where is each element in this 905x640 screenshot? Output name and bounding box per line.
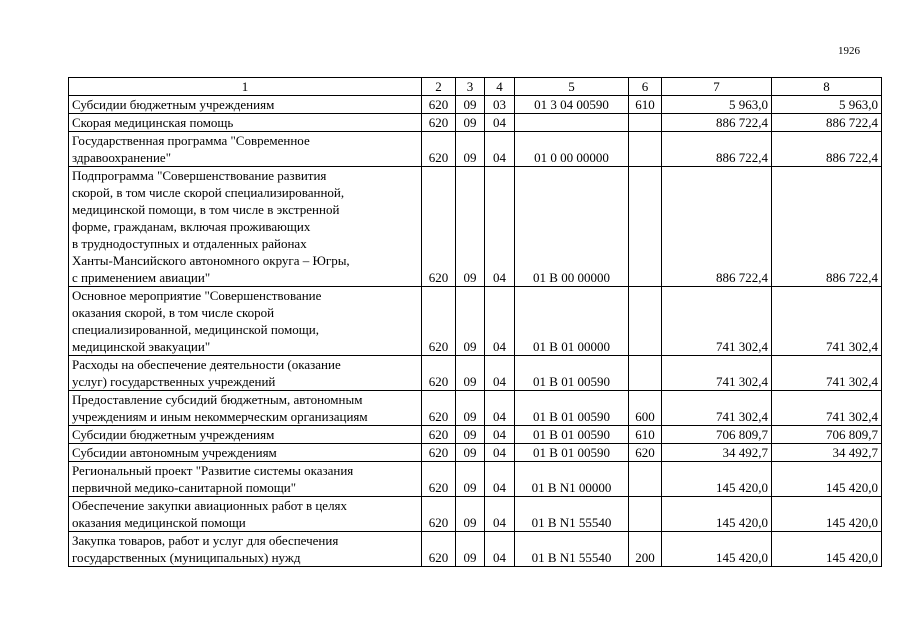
- row-name-line: Предоставление субсидий бюджетным, автономным: [72, 392, 363, 407]
- table-body: [69, 96, 882, 567]
- code-4-cell: 04: [485, 356, 515, 391]
- code-2-cell: 620: [422, 426, 456, 444]
- code-2-cell: 620: [422, 167, 456, 287]
- table-row: [69, 356, 882, 391]
- table-row: [69, 167, 882, 287]
- row-name-cell: [69, 462, 422, 497]
- table-row: [69, 391, 882, 426]
- code-2-cell: 620: [422, 391, 456, 426]
- row-name-cell: [69, 444, 422, 462]
- row-name-line: медицинской помощи, в том числе в экстренной: [72, 202, 340, 217]
- row-name-line: Субсидии бюджетным учреждениям: [72, 97, 275, 112]
- page-number: 1926: [838, 45, 860, 57]
- code-6-cell: [629, 132, 662, 167]
- code-6-cell: 200: [629, 532, 662, 567]
- amount-7-cell: 145 420,0: [662, 462, 772, 497]
- amount-7-cell: 741 302,4: [662, 391, 772, 426]
- column-header-5: 5: [515, 78, 629, 96]
- column-header-6: 6: [629, 78, 662, 96]
- row-name-line: оказания медицинской помощи: [72, 515, 246, 530]
- code-6-cell: [629, 167, 662, 287]
- code-3-cell: 09: [456, 462, 485, 497]
- amount-7-cell: 5 963,0: [662, 96, 772, 114]
- code-6-cell: 610: [629, 426, 662, 444]
- amount-8-cell: 741 302,4: [772, 287, 882, 356]
- column-header-2: 2: [422, 78, 456, 96]
- table-row: [69, 287, 882, 356]
- code-2-cell: 620: [422, 462, 456, 497]
- row-name-line: Расходы на обеспечение деятельности (оказание: [72, 357, 341, 372]
- amount-8-cell: 706 809,7: [772, 426, 882, 444]
- row-name-line: услуг) государственных учреждений: [72, 374, 276, 389]
- amount-8-cell: 145 420,0: [772, 497, 882, 532]
- row-name-line: Государственная программа "Современное: [72, 133, 310, 148]
- row-name-line: Ханты-Мансийского автономного округа – Югры,: [72, 253, 350, 268]
- code-6-cell: [629, 462, 662, 497]
- budget-table: [68, 77, 882, 567]
- code-3-cell: 09: [456, 167, 485, 287]
- amount-7-cell: 706 809,7: [662, 426, 772, 444]
- row-name-line: в труднодоступных и отдаленных районах: [72, 236, 307, 251]
- code-5-cell: 01 В 01 00590: [515, 356, 629, 391]
- row-name-cell: [69, 114, 422, 132]
- row-name-cell: [69, 426, 422, 444]
- amount-7-cell: 741 302,4: [662, 287, 772, 356]
- code-4-cell: 04: [485, 167, 515, 287]
- table-row: [69, 462, 882, 497]
- code-3-cell: 09: [456, 497, 485, 532]
- code-4-cell: 04: [485, 287, 515, 356]
- code-2-cell: 620: [422, 356, 456, 391]
- row-name-line: Основное мероприятие "Совершенствование: [72, 288, 322, 303]
- code-6-cell: 620: [629, 444, 662, 462]
- code-3-cell: 09: [456, 287, 485, 356]
- row-name-line: Скорая медицинская помощь: [72, 115, 234, 130]
- amount-8-cell: 886 722,4: [772, 114, 882, 132]
- code-4-cell: 04: [485, 391, 515, 426]
- code-5-cell: 01 0 00 00000: [515, 132, 629, 167]
- code-4-cell: 04: [485, 532, 515, 567]
- table-row: [69, 497, 882, 532]
- amount-8-cell: 145 420,0: [772, 462, 882, 497]
- code-5-cell: 01 В 01 00000: [515, 287, 629, 356]
- column-header-7: 7: [662, 78, 772, 96]
- table-row: [69, 132, 882, 167]
- code-3-cell: 09: [456, 444, 485, 462]
- row-name-cell: [69, 497, 422, 532]
- row-name-line: Обеспечение закупки авиационных работ в целях: [72, 498, 348, 513]
- table-row: [69, 532, 882, 567]
- amount-8-cell: 886 722,4: [772, 167, 882, 287]
- row-name-line: Субсидии автономным учреждениям: [72, 445, 277, 460]
- code-5-cell: 01 В N1 55540: [515, 497, 629, 532]
- amount-7-cell: 145 420,0: [662, 497, 772, 532]
- code-2-cell: 620: [422, 96, 456, 114]
- code-6-cell: 610: [629, 96, 662, 114]
- amount-8-cell: 34 492,7: [772, 444, 882, 462]
- code-5-cell: 01 В 00 00000: [515, 167, 629, 287]
- code-3-cell: 09: [456, 96, 485, 114]
- code-6-cell: [629, 497, 662, 532]
- column-header-8: 8: [772, 78, 882, 96]
- code-6-cell: [629, 287, 662, 356]
- code-5-cell: 01 3 04 00590: [515, 96, 629, 114]
- amount-7-cell: 741 302,4: [662, 356, 772, 391]
- amount-8-cell: 5 963,0: [772, 96, 882, 114]
- row-name-cell: [69, 132, 422, 167]
- row-name-line: форме, гражданам, включая проживающих: [72, 219, 311, 234]
- row-name-cell: [69, 167, 422, 287]
- row-name-line: медицинской эвакуации": [72, 339, 211, 354]
- amount-8-cell: 886 722,4: [772, 132, 882, 167]
- row-name-line: Закупка товаров, работ и услуг для обеспечения: [72, 533, 339, 548]
- column-header-4: 4: [485, 78, 515, 96]
- amount-7-cell: 886 722,4: [662, 114, 772, 132]
- row-name-cell: [69, 532, 422, 567]
- row-name-line: первичной медико-санитарной помощи": [72, 480, 297, 495]
- amount-7-cell: 886 722,4: [662, 132, 772, 167]
- amount-7-cell: 145 420,0: [662, 532, 772, 567]
- row-name-cell: [69, 287, 422, 356]
- code-5-cell: 01 В 01 00590: [515, 444, 629, 462]
- row-name-line: Субсидии бюджетным учреждениям: [72, 427, 275, 442]
- table-row: [69, 426, 882, 444]
- code-2-cell: 620: [422, 532, 456, 567]
- code-5-cell: 01 В N1 55540: [515, 532, 629, 567]
- code-4-cell: 04: [485, 114, 515, 132]
- header-row: [69, 78, 882, 96]
- code-5-cell: [515, 114, 629, 132]
- row-name-cell: [69, 96, 422, 114]
- code-2-cell: 620: [422, 132, 456, 167]
- code-3-cell: 09: [456, 426, 485, 444]
- code-3-cell: 09: [456, 356, 485, 391]
- code-6-cell: [629, 114, 662, 132]
- row-name-line: специализированной, медицинской помощи,: [72, 322, 319, 337]
- code-5-cell: 01 В 01 00590: [515, 426, 629, 444]
- code-2-cell: 620: [422, 287, 456, 356]
- row-name-cell: [69, 356, 422, 391]
- amount-7-cell: 34 492,7: [662, 444, 772, 462]
- amount-7-cell: 886 722,4: [662, 167, 772, 287]
- code-4-cell: 04: [485, 132, 515, 167]
- code-4-cell: 04: [485, 462, 515, 497]
- column-header-1: 1: [69, 78, 422, 96]
- code-3-cell: 09: [456, 532, 485, 567]
- code-3-cell: 09: [456, 132, 485, 167]
- row-name-line: скорой, в том числе скорой специализированной,: [72, 185, 345, 200]
- row-name-line: здравоохранение": [72, 150, 171, 165]
- code-5-cell: 01 В 01 00590: [515, 391, 629, 426]
- row-name-line: Подпрограмма "Совершенствование развития: [72, 168, 327, 183]
- table-row: [69, 96, 882, 114]
- amount-8-cell: 145 420,0: [772, 532, 882, 567]
- code-4-cell: 03: [485, 96, 515, 114]
- code-3-cell: 09: [456, 114, 485, 132]
- code-3-cell: 09: [456, 391, 485, 426]
- code-6-cell: 600: [629, 391, 662, 426]
- code-2-cell: 620: [422, 497, 456, 532]
- row-name-cell: [69, 391, 422, 426]
- amount-8-cell: 741 302,4: [772, 391, 882, 426]
- table-row: [69, 114, 882, 132]
- table-row: [69, 444, 882, 462]
- code-6-cell: [629, 356, 662, 391]
- code-4-cell: 04: [485, 497, 515, 532]
- code-2-cell: 620: [422, 114, 456, 132]
- code-4-cell: 04: [485, 444, 515, 462]
- row-name-line: учреждениям и иным некоммерческим организациям: [72, 409, 368, 424]
- amount-8-cell: 741 302,4: [772, 356, 882, 391]
- row-name-line: государственных (муниципальных) нужд: [72, 550, 301, 565]
- column-header-3: 3: [456, 78, 485, 96]
- row-name-line: с применением авиации": [72, 270, 211, 285]
- code-4-cell: 04: [485, 426, 515, 444]
- code-5-cell: 01 В N1 00000: [515, 462, 629, 497]
- row-name-line: оказания скорой, в том числе скорой: [72, 305, 275, 320]
- row-name-line: Региональный проект "Развитие системы оказания: [72, 463, 354, 478]
- code-2-cell: 620: [422, 444, 456, 462]
